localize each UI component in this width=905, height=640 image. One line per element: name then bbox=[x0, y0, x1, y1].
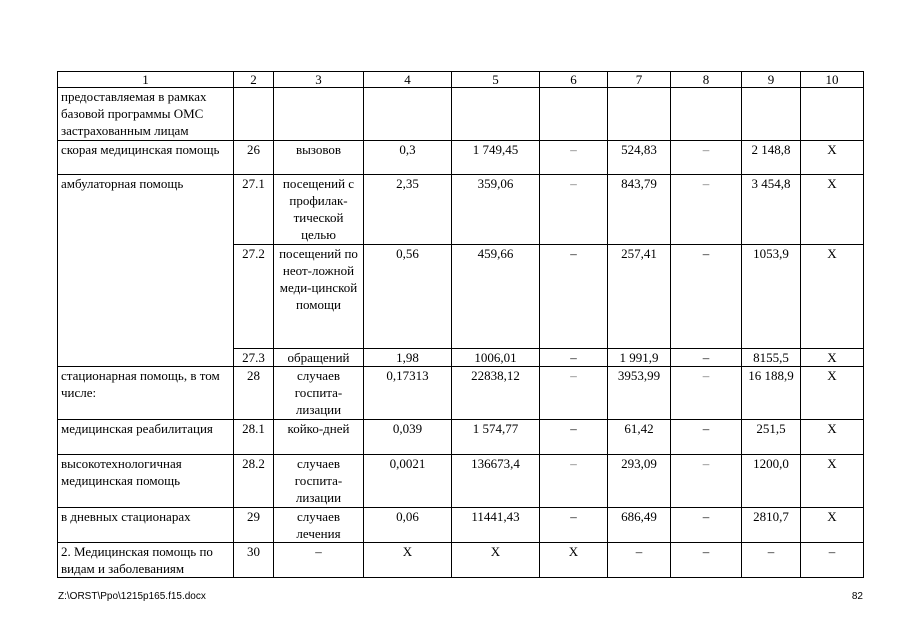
cell-col7: 843,79 bbox=[608, 175, 671, 245]
header-cell: 7 bbox=[608, 72, 671, 88]
row-unit: посещений с профилак-тичеcкой целью bbox=[274, 175, 364, 245]
header-cell: 6 bbox=[540, 72, 608, 88]
table-row bbox=[58, 175, 864, 245]
cell-col4: 2,35 bbox=[364, 175, 452, 245]
row-number: 27.1 bbox=[234, 175, 274, 245]
header-cell: 5 bbox=[452, 72, 540, 88]
row-unit: посещений по неот-ложной меди-цинской помощи bbox=[274, 245, 364, 349]
row-label: стационарная помощь, в том числе: bbox=[58, 367, 234, 420]
row-number: 26 bbox=[234, 141, 274, 175]
cell-col9: 2 148,8 bbox=[742, 141, 801, 175]
cell-col4: 0,17313 bbox=[364, 367, 452, 420]
cell-col9: 2810,7 bbox=[742, 508, 801, 543]
cell-col10: Х bbox=[801, 455, 864, 508]
header-cell: 9 bbox=[742, 72, 801, 88]
cell-col6: – bbox=[540, 420, 608, 455]
cell-col5: 1 574,77 bbox=[452, 420, 540, 455]
footer-file-path: Z:\ORST\Ppo\1215p165.f15.docx bbox=[58, 591, 206, 602]
header-cell: 4 bbox=[364, 72, 452, 88]
row-number: 30 bbox=[234, 543, 274, 578]
row-label: 2. Медицинская помощь по видам и заболеваниям bbox=[58, 543, 234, 578]
header-cell: 1 bbox=[58, 72, 234, 88]
cell-col8: – bbox=[671, 141, 742, 175]
cell-col10: Х bbox=[801, 367, 864, 420]
cell-col5: 1 749,45 bbox=[452, 141, 540, 175]
cell-col4: 0,0021 bbox=[364, 455, 452, 508]
row-number: 29 bbox=[234, 508, 274, 543]
row-label: скорая медицинская помощь bbox=[58, 141, 234, 175]
cell-col9: 16 188,9 bbox=[742, 367, 801, 420]
cell-col8: – bbox=[671, 455, 742, 508]
cell-col5: Х bbox=[452, 543, 540, 578]
row-unit: койко-дней bbox=[274, 420, 364, 455]
header-cell: 2 bbox=[234, 72, 274, 88]
row-unit: вызовов bbox=[274, 141, 364, 175]
cell-col10: Х bbox=[801, 420, 864, 455]
cell-col8: – bbox=[671, 349, 742, 367]
table-header-row bbox=[58, 72, 864, 88]
row-number: 28 bbox=[234, 367, 274, 420]
cell-col4: 0,3 bbox=[364, 141, 452, 175]
cell-col7: 686,49 bbox=[608, 508, 671, 543]
cell-col6: – bbox=[540, 367, 608, 420]
cell-col9: – bbox=[742, 543, 801, 578]
row-number: 28.1 bbox=[234, 420, 274, 455]
cell-col10: Х bbox=[801, 349, 864, 367]
table-row bbox=[58, 455, 864, 508]
cell-col6: – bbox=[540, 508, 608, 543]
cell-col4: 0,56 bbox=[364, 245, 452, 349]
header-cell: 10 bbox=[801, 72, 864, 88]
cell-col5: 11441,43 bbox=[452, 508, 540, 543]
cell-col10: Х bbox=[801, 141, 864, 175]
cell-col10: Х bbox=[801, 175, 864, 245]
table-row bbox=[58, 88, 864, 141]
row-unit: обращений bbox=[274, 349, 364, 367]
cell-col7: 61,42 bbox=[608, 420, 671, 455]
cell-col10: Х bbox=[801, 245, 864, 349]
cell-col7: 1 991,9 bbox=[608, 349, 671, 367]
row-label: амбулаторная помощь bbox=[58, 175, 234, 367]
row-number: 27.3 bbox=[234, 349, 274, 367]
cell-col7: 257,41 bbox=[608, 245, 671, 349]
cell-col5: 359,06 bbox=[452, 175, 540, 245]
page-number: 82 bbox=[851, 591, 863, 602]
cell-col8: – bbox=[671, 543, 742, 578]
cell-col5: 459,66 bbox=[452, 245, 540, 349]
cell-col5: 136673,4 bbox=[452, 455, 540, 508]
row-label: в дневных стационарах bbox=[58, 508, 234, 543]
cell-col8: – bbox=[671, 420, 742, 455]
table-row bbox=[58, 141, 864, 175]
cell-col10: – bbox=[801, 543, 864, 578]
cell-col9: 8155,5 bbox=[742, 349, 801, 367]
cell-col8: – bbox=[671, 508, 742, 543]
table-row bbox=[58, 420, 864, 455]
cell-col7: 293,09 bbox=[608, 455, 671, 508]
cell-col4: 1,98 bbox=[364, 349, 452, 367]
cell-col6: – bbox=[540, 455, 608, 508]
row-unit: – bbox=[274, 543, 364, 578]
cell-col5: 1006,01 bbox=[452, 349, 540, 367]
header-cell: 3 bbox=[274, 72, 364, 88]
cell-col4: 0,06 bbox=[364, 508, 452, 543]
cell-col6: – bbox=[540, 175, 608, 245]
row-unit: случаев лечения bbox=[274, 508, 364, 543]
table-row bbox=[58, 543, 864, 578]
row-number: 28.2 bbox=[234, 455, 274, 508]
table-row bbox=[58, 508, 864, 543]
cell-col9: 3 454,8 bbox=[742, 175, 801, 245]
cell-col9: 251,5 bbox=[742, 420, 801, 455]
cell-col8: – bbox=[671, 175, 742, 245]
row-label: медицинская реабилитация bbox=[58, 420, 234, 455]
row-unit: случаев госпита-лизации bbox=[274, 367, 364, 420]
row-label: предоставляемая в рамках базовой программы ОМС застрахованным лицам bbox=[58, 88, 234, 141]
cell-col6: – bbox=[540, 245, 608, 349]
cell-col10: Х bbox=[801, 508, 864, 543]
cell-col4: Х bbox=[364, 543, 452, 578]
cell-col6: Х bbox=[540, 543, 608, 578]
cell-col6: – bbox=[540, 349, 608, 367]
cell-col7: 3953,99 bbox=[608, 367, 671, 420]
cell-col6: – bbox=[540, 141, 608, 175]
cell-col9: 1200,0 bbox=[742, 455, 801, 508]
cell-col8: – bbox=[671, 367, 742, 420]
budget-table bbox=[57, 71, 864, 578]
cell-col8: – bbox=[671, 245, 742, 349]
cell-col4: 0,039 bbox=[364, 420, 452, 455]
cell-col9: 1053,9 bbox=[742, 245, 801, 349]
row-label: высокотехнологичная медицинская помощь bbox=[58, 455, 234, 508]
cell-col7: 524,83 bbox=[608, 141, 671, 175]
row-unit: случаев госпита-лизации bbox=[274, 455, 364, 508]
cell-col7: – bbox=[608, 543, 671, 578]
header-cell: 8 bbox=[671, 72, 742, 88]
cell-col5: 22838,12 bbox=[452, 367, 540, 420]
table-row bbox=[58, 367, 864, 420]
row-number: 27.2 bbox=[234, 245, 274, 349]
